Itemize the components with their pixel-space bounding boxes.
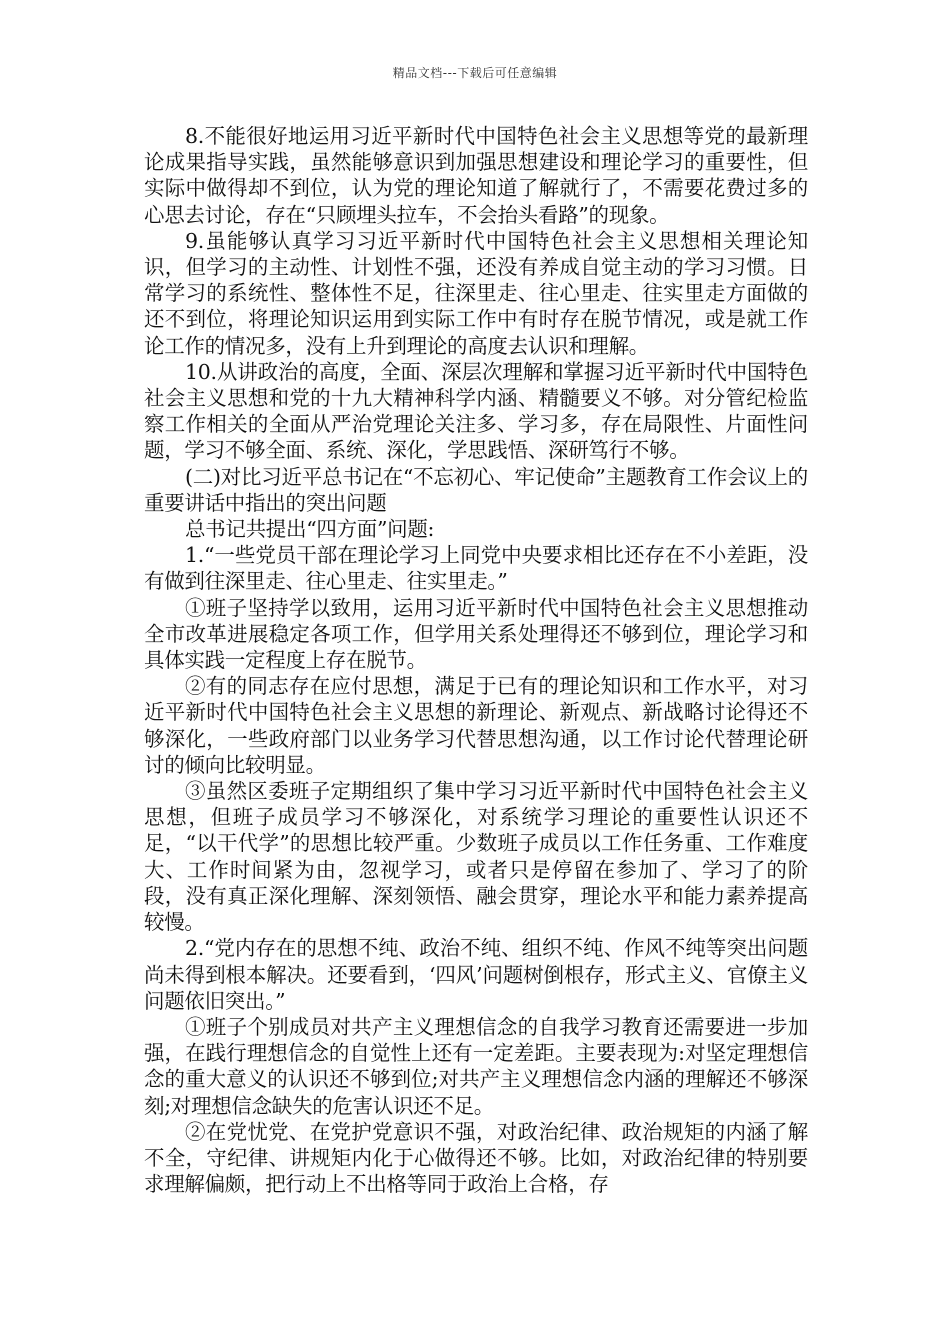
paragraph-9: 9.虽能够认真学习习近平新时代中国特色社会主义思想相关理论知识，但学习的主动性、计划性不强，还没有养成自觉主动的学习习惯。日常学习的系统性、整体性不足，往深里走、往心里走、往实里走方面做的还不到位，将理论知识运用到实际工作中有时存在脱节情况，或是就工作论工作的情况多，没有上升到理论的高度去认识和理解。 xyxy=(144,228,808,358)
paragraph-10: 10.从讲政治的高度，全面、深层次理解和掌握习近平新时代中国特色社会主义思想和党的十九大精神科学内涵、精髓要义不够。对分管纪检监察工作相关的全面从严治党理论关注多、学习多，存在局限性、片面性问题，学习不够全面、系统、深化，学思践悟、深研笃行不够。 xyxy=(144,359,808,463)
page-header-watermark: 精品文档---下载后可任意编辑 xyxy=(392,66,558,80)
paragraph-issue-1: 1.“一些党员干部在理论学习上同党中央要求相比还存在不小差距，没有做到往深里走、往心里走、往实里走。” xyxy=(144,543,808,594)
section-heading-2: (二)对比习近平总书记在“不忘初心、牢记使命”主题教育工作会议上的重要讲话中指出的突出问题 xyxy=(144,464,808,515)
paragraph-issue-1-point-3: ③虽然区委班子定期组织了集中学习习近平新时代中国特色社会主义思想，但班子成员学习不够深化，对系统学习理论的重要性认识还不足，“以干代学”的思想比较严重。少数班子成员以工作任务重、工作难度大、工作时间紧为由，忽视学习，或者只是停留在参加了、学习了的阶段，没有真正深化理解、深刻领悟、融会贯穿，理论水平和能力素养提高较慢。 xyxy=(144,779,808,935)
paragraph-issue-1-point-2: ②有的同志存在应付思想，满足于已有的理论知识和工作水平，对习近平新时代中国特色社会主义思想的新理论、新观点、新战略讨论得还不够深化，一些政府部门以业务学习代替思想沟通，以工作讨论代替理论研讨的倾向比较明显。 xyxy=(144,674,808,777)
document-body xyxy=(144,123,808,1197)
paragraph-issue-2-point-2: ②在党忧党、在党护党意识不强，对政治纪律、政治规矩的内涵了解不全，守纪律、讲规矩内化于心做得还不够。比如，对政治纪律的特别要求理解偏颇，把行动上不出格等同于政治上合格，存 xyxy=(144,1119,808,1197)
paragraph-issue-2-point-1: ①班子个别成员对共产主义理想信念的自我学习教育还需要进一步加强，在践行理想信念的自觉性上还有一定差距。主要表现为:对坚定理想信念的重大意义的认识还不够到位;对共产主义理想信念内涵的理解还不够深刻;对理想信念缺失的危害认识还不足。 xyxy=(144,1014,808,1118)
paragraph-issue-2: 2.“党内存在的思想不纯、政治不纯、组织不纯、作风不纯等突出问题尚未得到根本解决。还要看到，‘四风’问题树倒根存，形式主义、官僚主义问题依旧突出。” xyxy=(144,936,808,1013)
paragraph-8: 8.不能很好地运用习近平新时代中国特色社会主义思想等党的最新理论成果指导实践，虽然能够意识到加强思想建设和理论学习的重要性，但实际中做得却不到位，认为党的理论知道了解就行了，不需要花费过多的心思去讨论，存在“只顾埋头拉车，不会抬头看路”的现象。 xyxy=(144,124,808,227)
paragraph-four-aspects: 总书记共提出“四方面”问题: xyxy=(185,517,435,542)
paragraph-issue-1-point-1: ①班子坚持学以致用，运用习近平新时代中国特色社会主义思想推动全市改革进展稳定各项工作，但学用关系处理得还不够到位，理论学习和具体实践一定程度上存在脱节。 xyxy=(144,595,808,673)
